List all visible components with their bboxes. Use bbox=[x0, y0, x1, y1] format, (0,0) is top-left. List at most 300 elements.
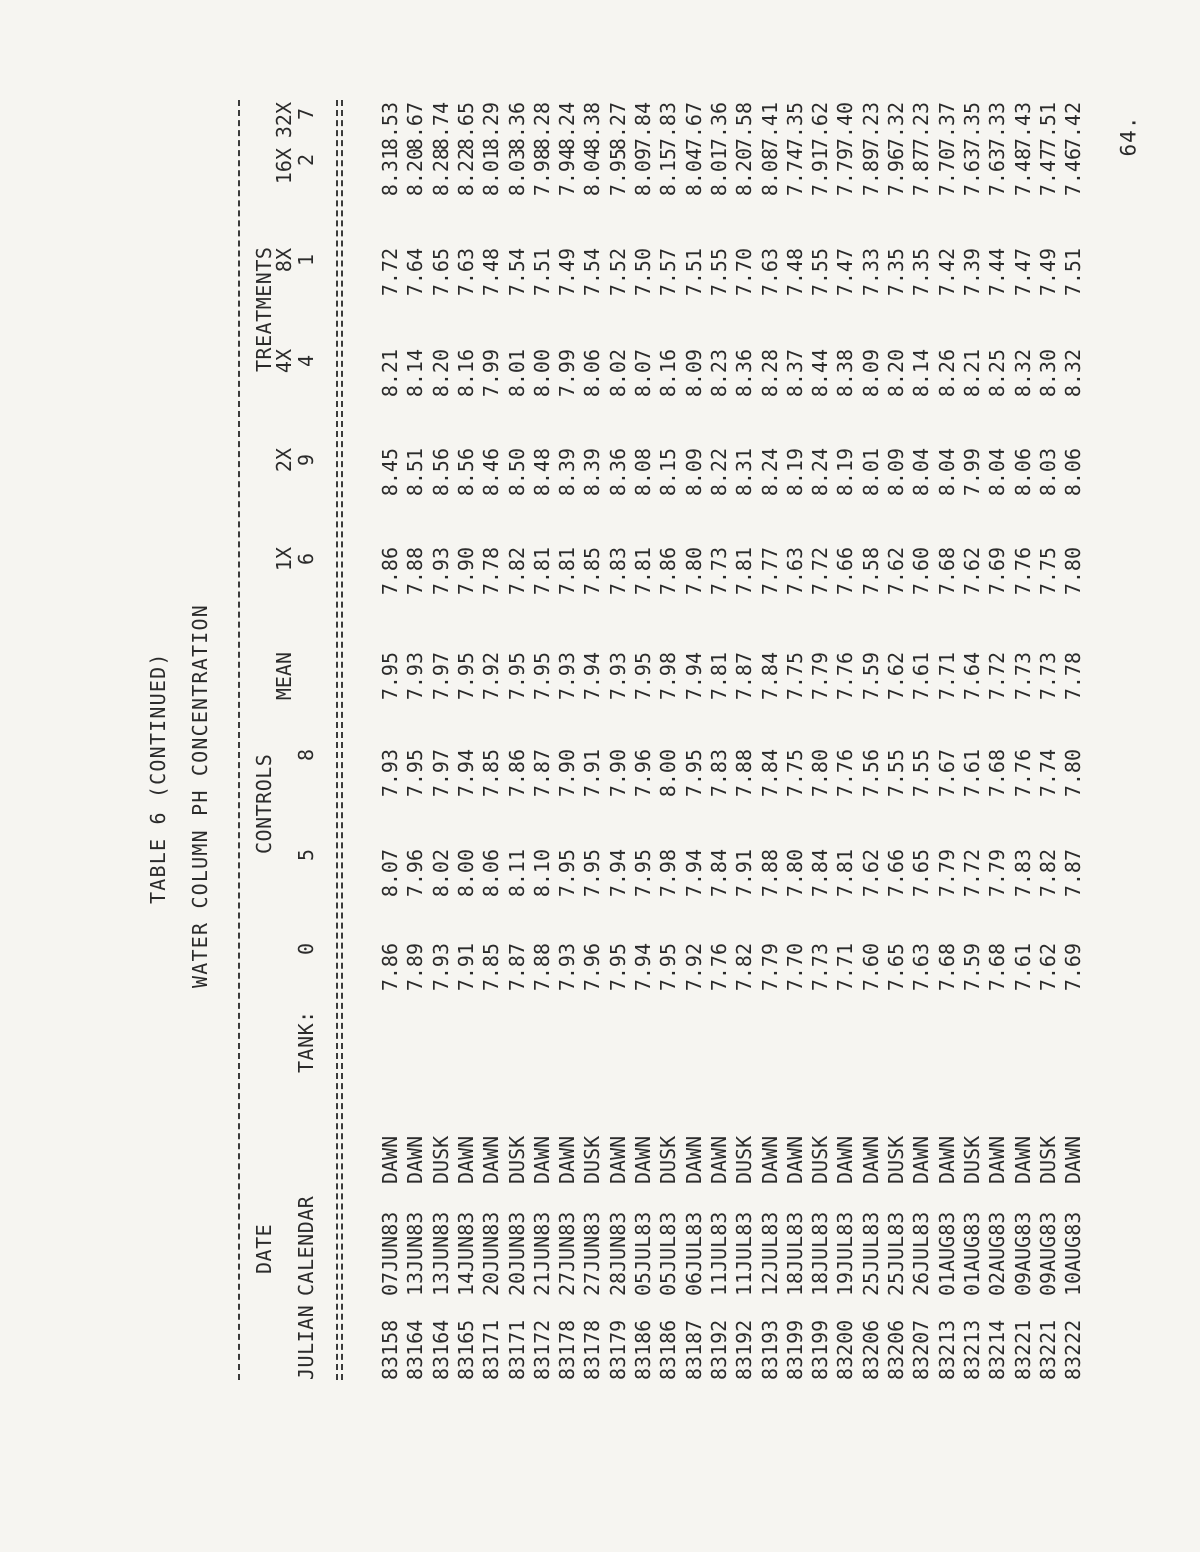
ph-value-cell: 7.87 bbox=[732, 652, 757, 701]
ph-value-cell: 7.79 bbox=[808, 652, 833, 701]
ph-value-cell: 7.87 bbox=[529, 749, 554, 798]
ph-value-cell: 7.70 bbox=[732, 248, 757, 297]
ph-value-cell: 7.76 bbox=[1010, 547, 1035, 596]
ph-value-cell: 8.16 bbox=[453, 349, 478, 398]
time-of-day-cell: DUSK bbox=[504, 1135, 529, 1184]
time-of-day-cell: DUSK bbox=[580, 1135, 605, 1184]
ph-value-cell: 7.75 bbox=[782, 652, 807, 701]
time-of-day-cell: DAWN bbox=[681, 1135, 706, 1184]
ph-value-cell: 8.07 bbox=[378, 849, 402, 898]
ph-value-cell: 7.80 bbox=[782, 849, 807, 898]
column-header-bottom: 1 bbox=[294, 254, 318, 267]
ph-value-cell: 8.09 bbox=[681, 448, 706, 497]
column-header-bottom: 9 bbox=[294, 454, 318, 467]
ph-value-cell: 8.16 bbox=[656, 349, 681, 398]
header-tank-label: TANK: bbox=[294, 1010, 318, 1073]
calendar-date-cell: 20JUN83 bbox=[479, 1211, 504, 1296]
ph-value-cell: 8.22 bbox=[706, 448, 731, 497]
ph-value-cell: 7.49 bbox=[1035, 248, 1060, 297]
ph-value-cell: 7.73 bbox=[1035, 652, 1060, 701]
ph-value-cell: 7.87 bbox=[909, 148, 934, 197]
ph-value-cell: 8.01 bbox=[858, 448, 883, 497]
ph-value-cell: 7.66 bbox=[833, 547, 858, 596]
ph-value-cell: 7.85 bbox=[580, 547, 605, 596]
calendar-date-cell: 18JUL83 bbox=[808, 1211, 833, 1296]
ph-value-cell: 7.80 bbox=[1061, 547, 1086, 596]
ph-value-cell: 7.48 bbox=[782, 248, 807, 297]
calendar-date-cell: 01AUG83 bbox=[959, 1211, 984, 1296]
ph-value-cell: 7.77 bbox=[757, 547, 782, 596]
calendar-date-cell: 09AUG83 bbox=[1010, 1211, 1035, 1296]
time-of-day-cell: DUSK bbox=[884, 1135, 908, 1184]
julian-date-cell: 83164 bbox=[428, 1319, 453, 1380]
time-of-day-cell: DAWN bbox=[378, 1135, 402, 1184]
column-header-bottom: 8 bbox=[294, 749, 318, 762]
ph-value-cell: 7.78 bbox=[479, 547, 504, 596]
ph-value-cell: 7.36 bbox=[706, 102, 731, 151]
ph-value-cell: 7.37 bbox=[934, 102, 959, 151]
ph-value-cell: 7.87 bbox=[1061, 849, 1086, 898]
ph-value-cell: 8.09 bbox=[681, 349, 706, 398]
ph-value-cell: 8.00 bbox=[529, 349, 554, 398]
julian-date-cell: 83199 bbox=[782, 1319, 807, 1380]
header-controls-group: CONTROLS bbox=[252, 753, 276, 854]
time-of-day-cell: DAWN bbox=[403, 1135, 428, 1184]
julian-date-cell: 83207 bbox=[909, 1319, 934, 1380]
ph-value-cell: 7.93 bbox=[428, 943, 453, 992]
ph-value-cell: 7.83 bbox=[706, 749, 731, 798]
julian-date-cell: 83221 bbox=[1010, 1319, 1035, 1380]
time-of-day-cell: DUSK bbox=[656, 1135, 681, 1184]
ph-value-cell: 7.54 bbox=[580, 248, 605, 297]
julian-date-cell: 83164 bbox=[403, 1319, 428, 1380]
column-header-top: 32X bbox=[272, 102, 296, 139]
ph-value-cell: 7.63 bbox=[453, 248, 478, 297]
ph-value-cell: 7.82 bbox=[732, 943, 757, 992]
ph-value-cell: 7.84 bbox=[808, 849, 833, 898]
time-of-day-cell: DUSK bbox=[959, 1135, 984, 1184]
calendar-date-cell: 05JUL83 bbox=[631, 1211, 655, 1296]
ph-value-cell: 7.89 bbox=[858, 148, 883, 197]
julian-date-cell: 83172 bbox=[529, 1319, 554, 1380]
ph-value-cell: 8.09 bbox=[858, 349, 883, 398]
ph-value-cell: 7.35 bbox=[782, 102, 807, 151]
ph-value-cell: 7.93 bbox=[378, 749, 402, 798]
ph-value-cell: 7.95 bbox=[681, 749, 706, 798]
ph-value-cell: 7.80 bbox=[681, 547, 706, 596]
ph-value-cell: 7.74 bbox=[782, 148, 807, 197]
ph-value-cell: 7.76 bbox=[833, 749, 858, 798]
ph-value-cell: 8.46 bbox=[479, 448, 504, 497]
ph-value-cell: 7.65 bbox=[884, 943, 908, 992]
ph-value-cell: 7.96 bbox=[403, 849, 428, 898]
time-of-day-cell: DAWN bbox=[858, 1135, 883, 1184]
calendar-date-cell: 13JUN83 bbox=[428, 1211, 453, 1296]
ph-value-cell: 8.28 bbox=[757, 349, 782, 398]
ph-value-cell: 8.36 bbox=[504, 102, 529, 151]
ph-value-cell: 7.49 bbox=[555, 248, 580, 297]
header-julian: JULIAN bbox=[294, 1304, 318, 1380]
ph-value-cell: 7.85 bbox=[479, 749, 504, 798]
ph-value-cell: 8.07 bbox=[631, 349, 655, 398]
ph-value-cell: 7.84 bbox=[706, 849, 731, 898]
ph-value-cell: 8.09 bbox=[631, 148, 655, 197]
calendar-date-cell: 11JUL83 bbox=[732, 1211, 757, 1296]
ph-value-cell: 7.95 bbox=[555, 849, 580, 898]
ph-value-cell: 7.91 bbox=[808, 148, 833, 197]
julian-date-cell: 83206 bbox=[858, 1319, 883, 1380]
ph-value-cell: 8.14 bbox=[909, 349, 934, 398]
ph-value-cell: 7.55 bbox=[706, 248, 731, 297]
calendar-date-cell: 25JUL83 bbox=[858, 1211, 883, 1296]
ph-value-cell: 7.90 bbox=[555, 749, 580, 798]
julian-date-cell: 83222 bbox=[1061, 1319, 1086, 1380]
ph-value-cell: 7.60 bbox=[858, 943, 883, 992]
ph-value-cell: 7.88 bbox=[732, 749, 757, 798]
column-header-top: MEAN bbox=[272, 652, 296, 701]
ph-value-cell: 7.35 bbox=[884, 248, 908, 297]
ph-value-cell: 7.68 bbox=[985, 749, 1010, 798]
julian-date-cell: 83221 bbox=[1035, 1319, 1060, 1380]
ph-value-cell: 7.86 bbox=[378, 547, 402, 596]
ph-value-cell: 7.81 bbox=[529, 547, 554, 596]
calendar-date-cell: 02AUG83 bbox=[985, 1211, 1010, 1296]
page-number: 64. bbox=[1116, 115, 1141, 157]
ph-value-cell: 7.94 bbox=[605, 849, 630, 898]
ph-value-cell: 7.64 bbox=[403, 248, 428, 297]
ph-value-cell: 7.23 bbox=[909, 102, 934, 151]
ph-value-cell: 7.81 bbox=[833, 849, 858, 898]
calendar-date-cell: 09AUG83 bbox=[1035, 1211, 1060, 1296]
ph-value-cell: 8.51 bbox=[403, 448, 428, 497]
calendar-date-cell: 11JUL83 bbox=[706, 1211, 731, 1296]
ph-value-cell: 7.91 bbox=[732, 849, 757, 898]
calendar-date-cell: 12JUL83 bbox=[757, 1211, 782, 1296]
ph-value-cell: 8.04 bbox=[681, 148, 706, 197]
ph-value-cell: 7.79 bbox=[985, 849, 1010, 898]
ph-value-cell: 8.03 bbox=[1035, 448, 1060, 497]
header-calendar: CALENDAR bbox=[294, 1195, 318, 1296]
ph-value-cell: 7.80 bbox=[1061, 749, 1086, 798]
julian-date-cell: 83192 bbox=[706, 1319, 731, 1380]
ph-value-cell: 7.42 bbox=[1061, 102, 1086, 151]
time-of-day-cell: DAWN bbox=[706, 1135, 731, 1184]
table-title: TABLE 6 (CONTINUED) bbox=[146, 652, 170, 904]
column-header-top: 8X bbox=[272, 248, 296, 273]
ph-value-cell: 7.80 bbox=[808, 749, 833, 798]
julian-date-cell: 83200 bbox=[833, 1319, 858, 1380]
ph-value-cell: 7.99 bbox=[555, 349, 580, 398]
header-rule bbox=[336, 100, 338, 1380]
ph-value-cell: 7.48 bbox=[1010, 148, 1035, 197]
ph-value-cell: 7.35 bbox=[959, 102, 984, 151]
ph-value-cell: 7.73 bbox=[706, 547, 731, 596]
ph-value-cell: 7.62 bbox=[959, 547, 984, 596]
calendar-date-cell: 10AUG83 bbox=[1061, 1211, 1086, 1296]
ph-value-cell: 7.63 bbox=[959, 148, 984, 197]
column-header-top: 16X bbox=[272, 148, 296, 185]
ph-value-cell: 7.71 bbox=[934, 652, 959, 701]
julian-date-cell: 83165 bbox=[453, 1319, 478, 1380]
time-of-day-cell: DAWN bbox=[985, 1135, 1010, 1184]
ph-value-cell: 7.33 bbox=[858, 248, 883, 297]
ph-value-cell: 7.59 bbox=[858, 652, 883, 701]
julian-date-cell: 83187 bbox=[681, 1319, 706, 1380]
calendar-date-cell: 14JUN83 bbox=[453, 1211, 478, 1296]
ph-value-cell: 7.65 bbox=[428, 248, 453, 297]
ph-value-cell: 7.68 bbox=[934, 943, 959, 992]
ph-value-cell: 8.20 bbox=[884, 349, 908, 398]
ph-value-cell: 7.81 bbox=[706, 652, 731, 701]
ph-value-cell: 8.08 bbox=[757, 148, 782, 197]
ph-value-cell: 7.94 bbox=[580, 652, 605, 701]
ph-value-cell: 7.54 bbox=[504, 248, 529, 297]
column-header-bottom: 0 bbox=[294, 943, 318, 956]
ph-value-cell: 7.67 bbox=[934, 749, 959, 798]
ph-value-cell: 7.60 bbox=[909, 547, 934, 596]
ph-value-cell: 7.42 bbox=[934, 248, 959, 297]
ph-value-cell: 7.93 bbox=[403, 652, 428, 701]
ph-value-cell: 8.24 bbox=[555, 102, 580, 151]
ph-value-cell: 7.63 bbox=[782, 547, 807, 596]
ph-value-cell: 7.62 bbox=[884, 547, 908, 596]
ph-value-cell: 8.38 bbox=[833, 349, 858, 398]
ph-value-cell: 8.32 bbox=[1010, 349, 1035, 398]
ph-value-cell: 7.63 bbox=[985, 148, 1010, 197]
julian-date-cell: 83171 bbox=[504, 1319, 529, 1380]
ph-value-cell: 7.78 bbox=[1061, 652, 1086, 701]
ph-value-cell: 7.84 bbox=[631, 102, 655, 151]
ph-value-cell: 7.83 bbox=[605, 547, 630, 596]
ph-value-cell: 7.66 bbox=[884, 849, 908, 898]
time-of-day-cell: DAWN bbox=[1010, 1135, 1035, 1184]
ph-value-cell: 7.79 bbox=[833, 148, 858, 197]
ph-value-cell: 7.87 bbox=[504, 943, 529, 992]
calendar-date-cell: 21JUN83 bbox=[529, 1211, 554, 1296]
julian-date-cell: 83199 bbox=[808, 1319, 833, 1380]
ph-value-cell: 8.15 bbox=[656, 448, 681, 497]
ph-value-cell: 8.39 bbox=[580, 448, 605, 497]
julian-date-cell: 83179 bbox=[605, 1319, 630, 1380]
ph-value-cell: 8.19 bbox=[782, 448, 807, 497]
ph-value-cell: 8.06 bbox=[479, 849, 504, 898]
calendar-date-cell: 18JUL83 bbox=[782, 1211, 807, 1296]
julian-date-cell: 83206 bbox=[884, 1319, 908, 1380]
ph-value-cell: 7.88 bbox=[757, 849, 782, 898]
calendar-date-cell: 20JUN83 bbox=[504, 1211, 529, 1296]
ph-value-cell: 8.28 bbox=[428, 148, 453, 197]
ph-value-cell: 8.06 bbox=[1061, 448, 1086, 497]
time-of-day-cell: DAWN bbox=[782, 1135, 807, 1184]
ph-value-cell: 7.88 bbox=[529, 943, 554, 992]
ph-value-cell: 7.79 bbox=[757, 943, 782, 992]
ph-value-cell: 7.61 bbox=[1010, 943, 1035, 992]
time-of-day-cell: DUSK bbox=[1035, 1135, 1060, 1184]
ph-value-cell: 7.41 bbox=[757, 102, 782, 151]
time-of-day-cell: DAWN bbox=[833, 1135, 858, 1184]
ph-value-cell: 8.48 bbox=[529, 448, 554, 497]
ph-value-cell: 7.44 bbox=[985, 248, 1010, 297]
column-header-bottom: 2 bbox=[294, 154, 318, 167]
ph-value-cell: 8.21 bbox=[378, 349, 402, 398]
ph-value-cell: 7.91 bbox=[453, 943, 478, 992]
ph-value-cell: 7.94 bbox=[631, 943, 655, 992]
ph-value-cell: 8.00 bbox=[656, 749, 681, 798]
ph-value-cell: 8.24 bbox=[757, 448, 782, 497]
ph-value-cell: 7.94 bbox=[681, 652, 706, 701]
time-of-day-cell: DAWN bbox=[1061, 1135, 1086, 1184]
ph-value-cell: 8.30 bbox=[1035, 349, 1060, 398]
julian-date-cell: 83213 bbox=[934, 1319, 959, 1380]
ph-value-cell: 7.72 bbox=[378, 248, 402, 297]
ph-value-cell: 7.76 bbox=[833, 652, 858, 701]
calendar-date-cell: 19JUL83 bbox=[833, 1211, 858, 1296]
ph-value-cell: 7.93 bbox=[428, 547, 453, 596]
ph-value-cell: 8.22 bbox=[453, 148, 478, 197]
calendar-date-cell: 27JUN83 bbox=[580, 1211, 605, 1296]
ph-value-cell: 8.01 bbox=[706, 148, 731, 197]
ph-value-cell: 7.95 bbox=[605, 943, 630, 992]
ph-value-cell: 8.11 bbox=[504, 849, 529, 898]
ph-value-cell: 7.95 bbox=[631, 849, 655, 898]
ph-value-cell: 7.58 bbox=[732, 102, 757, 151]
column-header-bottom: 7 bbox=[294, 108, 318, 121]
calendar-date-cell: 01AUG83 bbox=[934, 1211, 959, 1296]
ph-value-cell: 8.31 bbox=[732, 448, 757, 497]
ph-value-cell: 7.96 bbox=[631, 749, 655, 798]
ph-value-cell: 7.75 bbox=[782, 749, 807, 798]
ph-value-cell: 7.94 bbox=[453, 749, 478, 798]
ph-value-cell: 7.95 bbox=[453, 652, 478, 701]
time-of-day-cell: DAWN bbox=[909, 1135, 934, 1184]
ph-value-cell: 7.95 bbox=[605, 148, 630, 197]
ph-value-cell: 8.23 bbox=[706, 349, 731, 398]
ph-value-cell: 7.64 bbox=[959, 652, 984, 701]
ph-value-cell: 7.97 bbox=[428, 652, 453, 701]
ph-value-cell: 7.84 bbox=[757, 749, 782, 798]
ph-value-cell: 7.51 bbox=[529, 248, 554, 297]
ph-value-cell: 8.02 bbox=[605, 349, 630, 398]
time-of-day-cell: DAWN bbox=[631, 1135, 655, 1184]
ph-value-cell: 7.62 bbox=[858, 849, 883, 898]
calendar-date-cell: 28JUN83 bbox=[605, 1211, 630, 1296]
ph-value-cell: 7.89 bbox=[403, 943, 428, 992]
ph-value-cell: 8.24 bbox=[808, 448, 833, 497]
julian-date-cell: 83158 bbox=[378, 1319, 402, 1380]
ph-value-cell: 7.47 bbox=[1035, 148, 1060, 197]
ph-value-cell: 8.04 bbox=[934, 448, 959, 497]
ph-value-cell: 7.47 bbox=[833, 248, 858, 297]
ph-value-cell: 7.39 bbox=[959, 248, 984, 297]
column-header-top: 1X bbox=[272, 547, 296, 572]
ph-value-cell: 7.48 bbox=[479, 248, 504, 297]
julian-date-cell: 83192 bbox=[732, 1319, 757, 1380]
ph-value-cell: 8.65 bbox=[453, 102, 478, 151]
ph-value-cell: 7.61 bbox=[959, 749, 984, 798]
ph-value-cell: 8.45 bbox=[378, 448, 402, 497]
ph-value-cell: 7.70 bbox=[782, 943, 807, 992]
ph-value-cell: 7.96 bbox=[884, 148, 908, 197]
ph-value-cell: 8.39 bbox=[555, 448, 580, 497]
ph-value-cell: 7.52 bbox=[605, 248, 630, 297]
ph-value-cell: 7.98 bbox=[656, 849, 681, 898]
ph-value-cell: 7.82 bbox=[1035, 849, 1060, 898]
ph-value-cell: 8.29 bbox=[479, 102, 504, 151]
time-of-day-cell: DAWN bbox=[453, 1135, 478, 1184]
ph-value-cell: 7.95 bbox=[580, 849, 605, 898]
ph-value-cell: 7.86 bbox=[656, 547, 681, 596]
ph-value-cell: 7.92 bbox=[479, 652, 504, 701]
column-header-top: 4X bbox=[272, 349, 296, 374]
ph-value-cell: 8.19 bbox=[833, 448, 858, 497]
ph-value-cell: 8.04 bbox=[985, 448, 1010, 497]
ph-value-cell: 7.86 bbox=[378, 943, 402, 992]
time-of-day-cell: DUSK bbox=[428, 1135, 453, 1184]
ph-value-cell: 8.06 bbox=[580, 349, 605, 398]
ph-value-cell: 8.20 bbox=[732, 148, 757, 197]
ph-value-cell: 7.79 bbox=[934, 849, 959, 898]
ph-value-cell: 7.81 bbox=[732, 547, 757, 596]
calendar-date-cell: 05JUL83 bbox=[656, 1211, 681, 1296]
ph-value-cell: 7.92 bbox=[681, 943, 706, 992]
ph-value-cell: 7.83 bbox=[656, 102, 681, 151]
ph-value-cell: 7.72 bbox=[959, 849, 984, 898]
ph-value-cell: 7.76 bbox=[1010, 749, 1035, 798]
julian-date-cell: 83186 bbox=[656, 1319, 681, 1380]
ph-value-cell: 7.73 bbox=[808, 943, 833, 992]
ph-value-cell: 7.86 bbox=[504, 749, 529, 798]
ph-value-cell: 7.63 bbox=[909, 943, 934, 992]
julian-date-cell: 83213 bbox=[959, 1319, 984, 1380]
ph-value-cell: 7.81 bbox=[555, 547, 580, 596]
ph-value-cell: 8.03 bbox=[504, 148, 529, 197]
ph-value-cell: 7.69 bbox=[985, 547, 1010, 596]
ph-value-cell: 7.95 bbox=[403, 749, 428, 798]
calendar-date-cell: 06JUL83 bbox=[681, 1211, 706, 1296]
ph-value-cell: 8.50 bbox=[504, 448, 529, 497]
ph-value-cell: 7.68 bbox=[934, 547, 959, 596]
ph-value-cell: 7.98 bbox=[656, 652, 681, 701]
julian-date-cell: 83178 bbox=[580, 1319, 605, 1380]
ph-value-cell: 7.55 bbox=[884, 749, 908, 798]
ph-value-cell: 7.63 bbox=[757, 248, 782, 297]
column-header-bottom: 4 bbox=[294, 355, 318, 368]
time-of-day-cell: DAWN bbox=[529, 1135, 554, 1184]
ph-value-cell: 7.95 bbox=[504, 652, 529, 701]
ph-value-cell: 7.94 bbox=[555, 148, 580, 197]
ph-value-cell: 8.56 bbox=[428, 448, 453, 497]
ph-value-cell: 7.95 bbox=[378, 652, 402, 701]
ph-value-cell: 7.51 bbox=[681, 248, 706, 297]
ph-value-cell: 7.32 bbox=[884, 102, 908, 151]
ph-value-cell: 7.40 bbox=[833, 102, 858, 151]
calendar-date-cell: 07JUN83 bbox=[378, 1211, 402, 1296]
ph-value-cell: 7.93 bbox=[605, 652, 630, 701]
ph-value-cell: 8.15 bbox=[656, 148, 681, 197]
ph-value-cell: 8.36 bbox=[732, 349, 757, 398]
ph-value-cell: 7.46 bbox=[1061, 148, 1086, 197]
column-header-bottom: 6 bbox=[294, 553, 318, 566]
ph-value-cell: 7.23 bbox=[858, 102, 883, 151]
ph-value-cell: 7.83 bbox=[1010, 849, 1035, 898]
ph-value-cell: 7.51 bbox=[1035, 102, 1060, 151]
julian-date-cell: 83178 bbox=[555, 1319, 580, 1380]
julian-date-cell: 83171 bbox=[479, 1319, 504, 1380]
ph-value-cell: 8.20 bbox=[428, 349, 453, 398]
ph-value-cell: 7.72 bbox=[808, 547, 833, 596]
ph-value-cell: 7.82 bbox=[504, 547, 529, 596]
ph-value-cell: 7.57 bbox=[656, 248, 681, 297]
